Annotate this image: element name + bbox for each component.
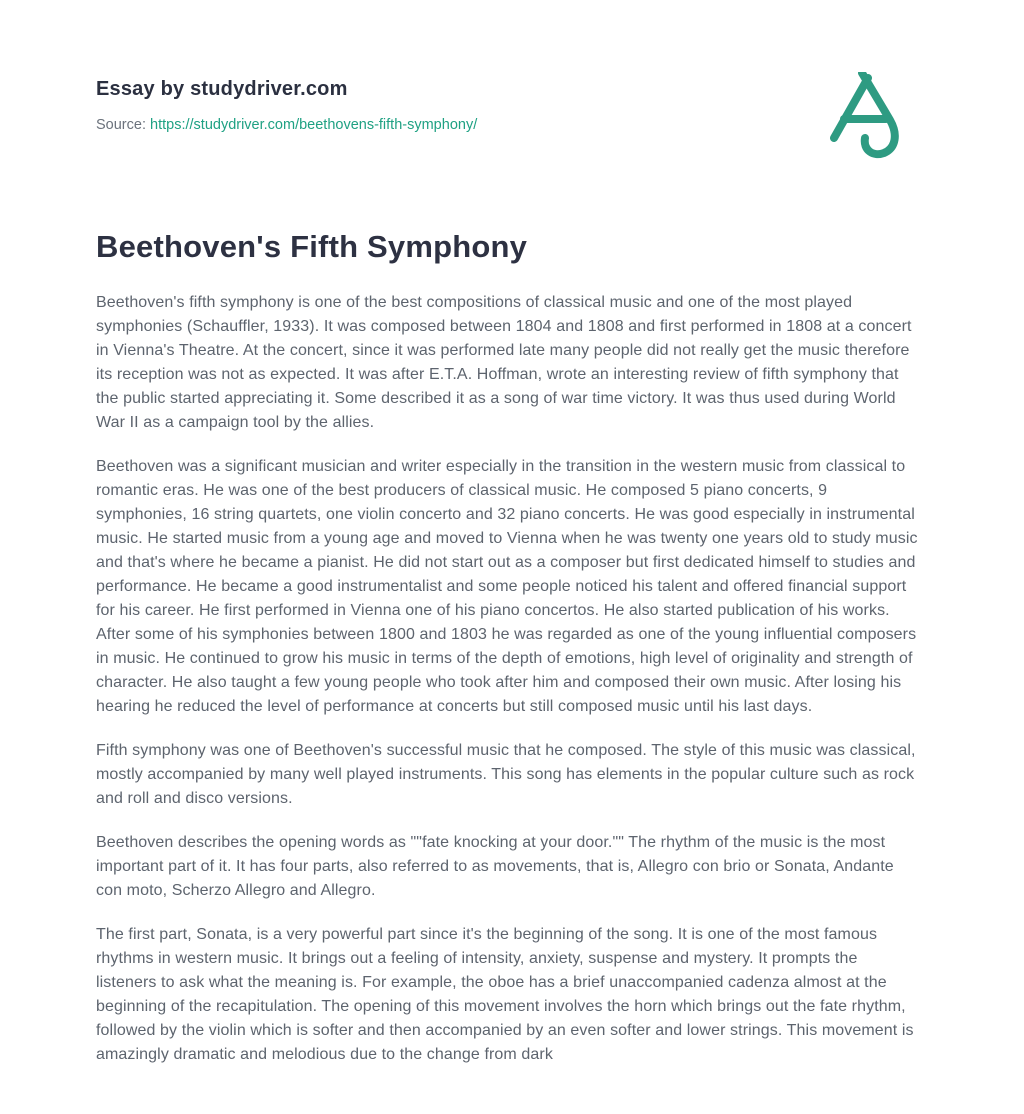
article-title: Beethoven's Fifth Symphony [96, 229, 528, 264]
essay-paragraph: The first part, Sonata, is a very powerful part since it's the beginning of the song. It is one of the most famous rhythms in western music. It brings out a feeling of intensity, anxiety, suspense and mystery. It prompts the listeners to ask what the meaning is. For example, the oboe has a brief unaccompanied cadenza almost at the beginning of the recapitulation. The opening of this movement involves the horn which brings out the fate rhythm, followed by the violin which is softer and then accompanied by an even softer and lower strings. This movement is amazingly dramatic and melodious due to the change from dark [96, 926, 914, 1063]
essay-paragraph: Fifth symphony was one of Beethoven's successful music that he composed. The style of this music was classical, mostly accompanied by many well played instruments. This song has elements in the popular culture such as rock and roll and disco versions. [96, 742, 916, 807]
source-label: Source: [96, 117, 146, 133]
source-url-link[interactable]: https://studydriver.com/beethovens-fifth-symphony/ [150, 117, 478, 133]
essay-body [96, 291, 922, 1067]
essay-paragraph: Beethoven's fifth symphony is one of the best compositions of classical music and one of the most played symphonies (Schauffler, 1933). It was composed between 1804 and 1808 and first performed in 1808 at a concert in Vienna's Theatre. At the concert, since it was performed late many people did not really get the music therefore its reception was not as expected. It was after E.T.A. Hoffman, wrote an interesting review of fifth symphony that the public started appreciating it. Some described it as a song of war time victory. It was thus used during World War II as a campaign tool by the allies. [96, 294, 912, 431]
essay-paragraph: Beethoven was a significant musician and writer especially in the transition in the western music from classical to romantic eras. He was one of the best producers of classical music. He composed 5 piano concerts, 9 symphonies, 16 string quartets, one violin concerto and 32 piano concerts. He was good especially in instrumental music. He started music from a young age and moved to Vienna when he was twenty one years old to study music and that's where he became a pianist. He did not start out as a composer but first dedicated himself to studies and performance. He became a good instrumentalist and some people noticed his talent and offered financial support for his career. He first performed in Vienna one of his piano concertos. He also started publication of his works. After some of his symphonies between 1800 and 1803 he was regarded as one of the young influential composers in music. He continued to grow his music in terms of the depth of emotions, high level of originality and strength of character. He also taught a few young people who took after him and composed their own music. After losing his hearing he reduced the level of performance at concerts but still composed music until his last days. [96, 458, 918, 715]
studydriver-logo-icon [828, 72, 932, 166]
essay-paragraph: Beethoven describes the opening words as ""fate knocking at your door."" The rhythm of the music is the most important part of it. It has four parts, also referred to as movements, that is, Allegro con brio or Sonata, Andante con moto, Scherzo Allegro and Allegro. [96, 834, 894, 899]
essay-byline: Essay by studydriver.com [96, 78, 348, 100]
source-line [96, 117, 920, 133]
